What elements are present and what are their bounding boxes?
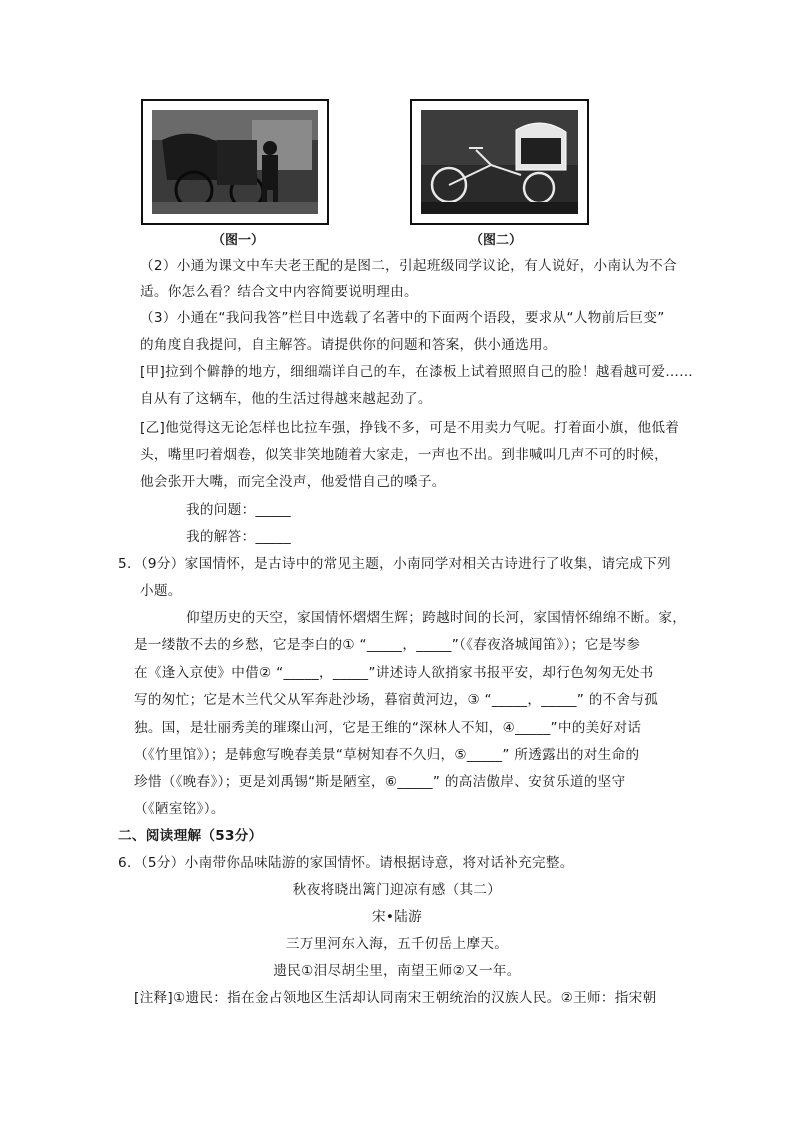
q5-passage-line-3: 在《逢入京使》中借② “_____，_____”讲述诗人欲捎家书报平安，却行色匆匆无处书 [134,665,654,681]
rickshaw-crowd-image [152,110,318,214]
poem-title: 秋夜将晓出篱门迎凉有感（其二） [292,882,502,898]
poem-author: 宋•陆游 [372,909,422,925]
q4-2-line-1: （2）小通为课文中车夫老王配的是图二，引起班级同学议论，有人说好，小南认为不合 [140,258,677,274]
poem-line-2: 遗民①泪尽胡尘里，南望王师②又一年。 [273,963,521,979]
figure-2-photo [410,99,589,225]
passage-b-line-2: 头，嘴里叼着烟卷，似笑非笑地随着大家走，一声也不出。到非喊叫几声不可的时候， [140,447,668,463]
q5-passage-line-5: 独。国，是壮丽秀美的璀璨山河，它是王维的“深林人不知，④_____”中的美好对话 [134,720,642,736]
q4-3-line-2: 的角度自我提问，自主解答。请提供你的问题和答案，供小通选用。 [140,337,557,353]
figure-1-photo [141,99,329,225]
q6-line: 6．（5分）小南带你品味陆游的家国情怀。请根据诗意，将对话补充完整。 [118,855,574,871]
q5-passage-line-4: 写的匆忙；它是木兰代父从军奔赴沙场，暮宿黄河边，③ “_____，_____” 的不舍与孤 [134,692,659,708]
q4-3-line-1: （3）小通在“我问我答”栏目中选载了名著中的下面两个语段，要求从“人物前后巨变” [140,310,665,326]
my-question-field: 我的问题：_____ [186,502,291,518]
section-2-heading: 二、阅读理解（53分） [118,828,263,844]
q5-line-1: 5．（9分）家国情怀，是古诗中的常见主题，小南同学对相关古诗进行了收集，请完成下列 [118,556,671,572]
q5-passage-line-6: （《竹里馆》）；是韩愈写晚春美景“草树知春不久归，⑤_____” 所透露出的对生命的 [134,747,640,763]
passage-b-line-1: [乙]他觉得这无论怎样也比拉车强，挣钱不多，可是不用卖力气呢。打着面小旗，他低着 [140,420,680,436]
poem-notes: [注释]①遗民：指在金占领地区生活却认同南宋王朝统治的汉族人民。②王师：指宋朝 [134,990,657,1006]
passage-a-line-1: [甲]拉到个僻静的地方，细细端详自己的车，在漆板上试着照照自己的脸！越看越可爱…… [140,364,694,380]
tricycle-rickshaw-image [421,110,578,214]
q5-passage-line-7: 珍惜（《晚春》）；更是刘禹锡“斯是陋室，⑥_____” 的高洁傲岸、安贫乐道的坚守 [134,774,626,790]
passage-b-line-3: 他会张开大嘴，而完全没声，他爱惜自己的嗓子。 [140,474,446,490]
passage-a-line-2: 自从有了这辆车，他的生活过得越来越起劲了。 [140,391,432,407]
poem-line-1: 三万里河东入海，五千仞岳上摩天。 [285,936,509,952]
figure-1-caption: （图一） [212,233,265,248]
figure-2-image [421,110,578,214]
figure-2-caption: （图二） [470,233,523,248]
q5-passage-line-2: 是一缕散不去的乡愁，它是李白的① “_____，_____”（《春夜洛城闻笛》）；它是岑参 [134,637,641,653]
q4-2-line-2: 适。你怎么看？结合文中内容简要说明理由。 [140,284,418,300]
q5-passage-line-8: （《陋室铭》）。 [134,801,225,817]
figure-1-image [152,110,318,214]
my-answer-field: 我的解答：_____ [186,529,291,545]
q5-line-2: 小题。 [140,583,182,599]
q5-passage-line-1: 仰望历史的天空，家国情怀熠熠生辉；跨越时间的长河，家国情怀绵绵不断。家， [186,610,687,626]
